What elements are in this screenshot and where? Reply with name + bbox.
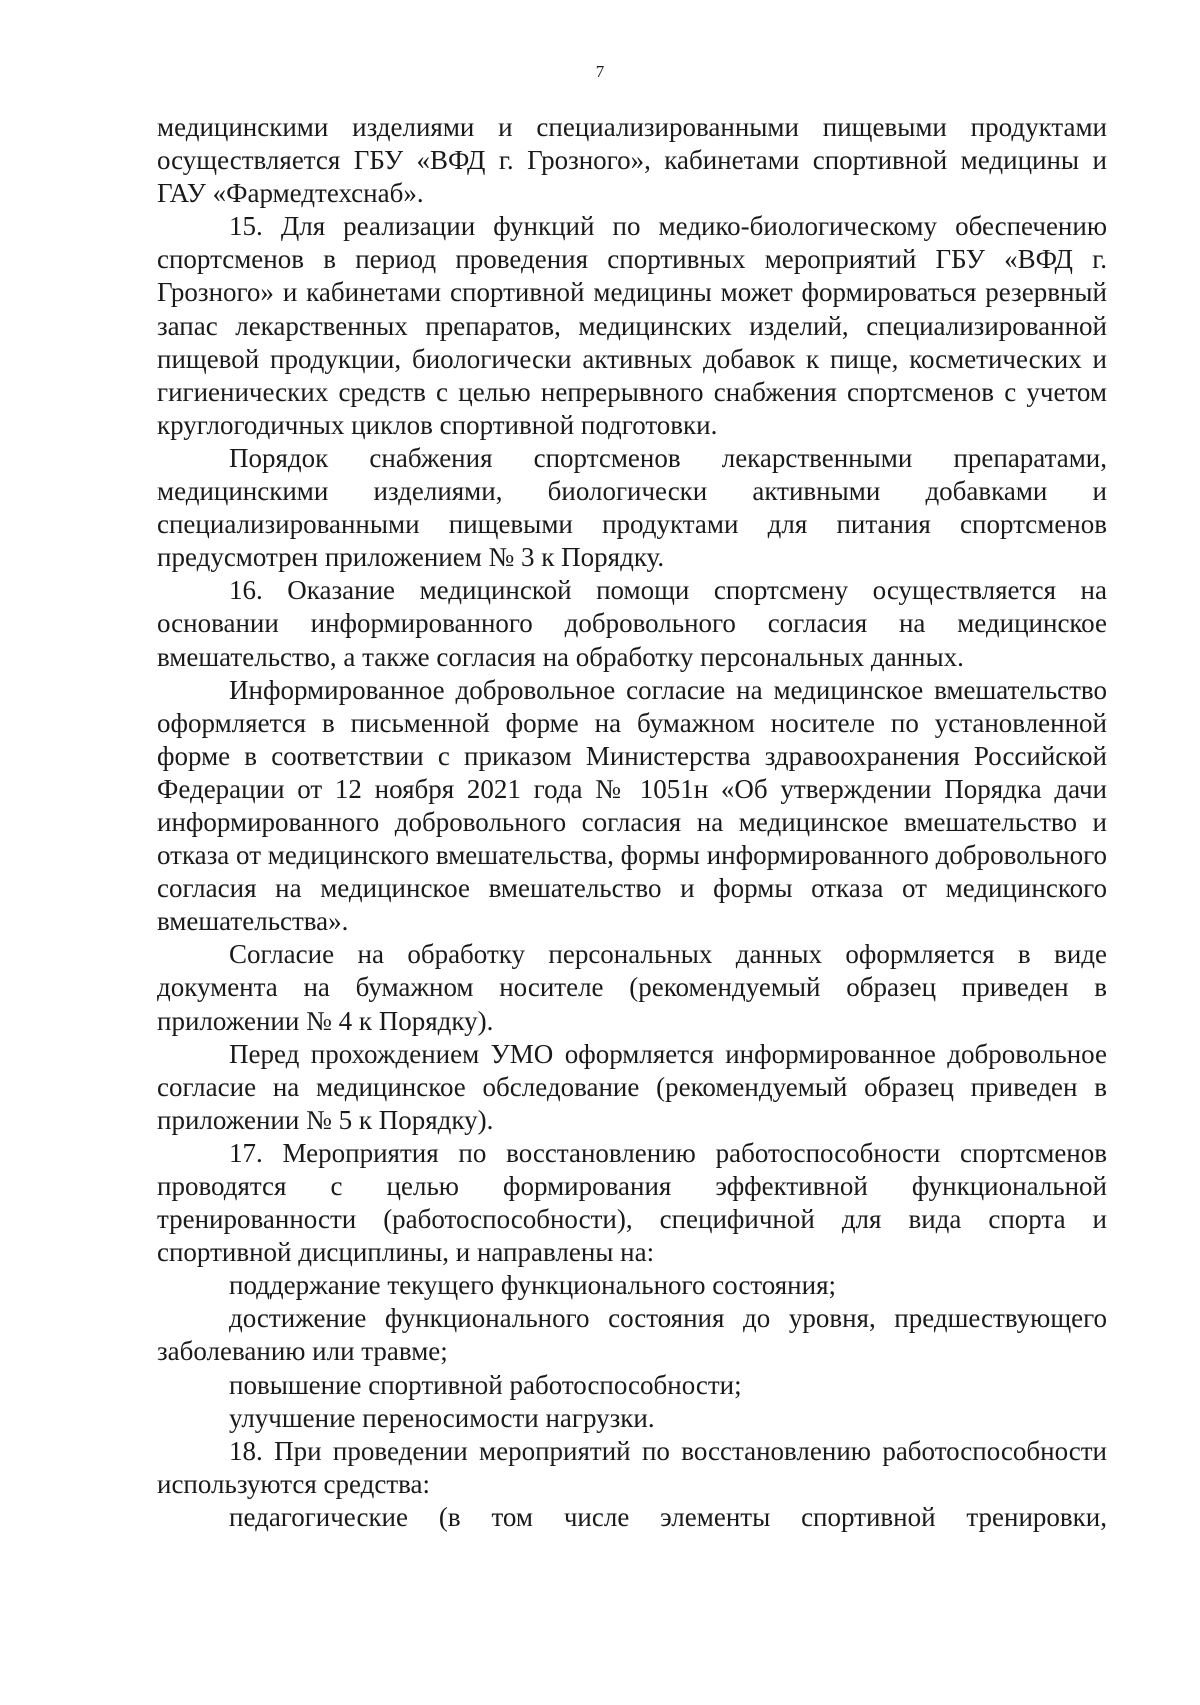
page-number: 7 bbox=[595, 62, 605, 81]
paragraph-item-16: 16. Оказание медицинской помощи спортсмену осуществляется на основании информированного добровольного согласия на медицинское вмешательство, а также согласия на обработку персональных данных. bbox=[157, 575, 1107, 672]
paragraph-supply-order: Порядок снабжения спортсменов лекарственными препаратами, медицинскими изделиями, биологически активными добавками и специализированными пищевыми продуктами для питания спортсменов предусмотрен приложением № 3 к Порядку. bbox=[157, 442, 1107, 573]
document-body bbox=[157, 111, 1107, 1534]
list-item-load-tolerance: улучшение переносимости нагрузки. bbox=[229, 1402, 655, 1433]
paragraph-continuation: медицинскими изделиями и специализированными пищевыми продуктами осуществляется ГБУ «ВФД г. Грозного», кабинетами спортивной медицины и ГАУ «Фармедтехснаб». bbox=[157, 112, 1107, 209]
paragraph-item-15: 15. Для реализации функций по медико-биологическому обеспечению спортсменов в период проведения спортивных мероприятий ГБУ «ВФД г. Грозного» и кабинетами спортивной медицины может формироваться резервный запас лекарственных препаратов, медицинских изделий, специализированной пищевой продукции, биологически активных добавок к пище, косметических и гигиенических средств с целью непрерывного снабжения спортсменов с учетом круглогодичных циклов спортивной подготовки. bbox=[157, 211, 1107, 440]
paragraph-personal-data-consent: Согласие на обработку персональных данных оформляется в виде документа на бумажном носителе (рекомендуемый образец приведен в приложении № 4 к Порядку). bbox=[157, 939, 1107, 1036]
list-item-achievement: достижение функционального состояния до уровня, предшествующего заболеванию или травме; bbox=[157, 1303, 1107, 1367]
list-item-performance: повышение спортивной работоспособности; bbox=[229, 1369, 742, 1400]
list-item-maintenance: поддержание текущего функционального состояния; bbox=[229, 1270, 836, 1301]
paragraph-item-18: 18. При проведении мероприятий по восстановлению работоспособности используются средства: bbox=[157, 1435, 1107, 1499]
paragraph-umo-consent: Перед прохождением УМО оформляется информированное добровольное согласие на медицинское обследование (рекомендуемый образец приведен в приложении № 5 к Порядку). bbox=[157, 1038, 1107, 1135]
paragraph-informed-consent: Информированное добровольное согласие на медицинское вмешательство оформляется в письменной форме на бумажном носителе по установленной форме в соответствии с приказом Министерства здравоохранения Российской Федерации от 12 ноября 2021 года № 1051н «Об утверждении Порядка дачи информированного добровольного согласия на медицинское вмешательство и отказа от медицинского вмешательства, формы информированного добровольного согласия на медицинское вмешательство и формы отказа от медицинского вмешательства». bbox=[157, 674, 1107, 937]
paragraph-item-17: 17. Мероприятия по восстановлению работоспособности спортсменов проводятся с целью формирования эффективной функциональной тренированности (работоспособности), специфичной для вида спорта и спортивной дисциплины, и направлены на: bbox=[157, 1137, 1107, 1268]
paragraph-pedagogical-means: педагогические (в том числе элементы спортивной тренировки, bbox=[229, 1501, 1107, 1532]
